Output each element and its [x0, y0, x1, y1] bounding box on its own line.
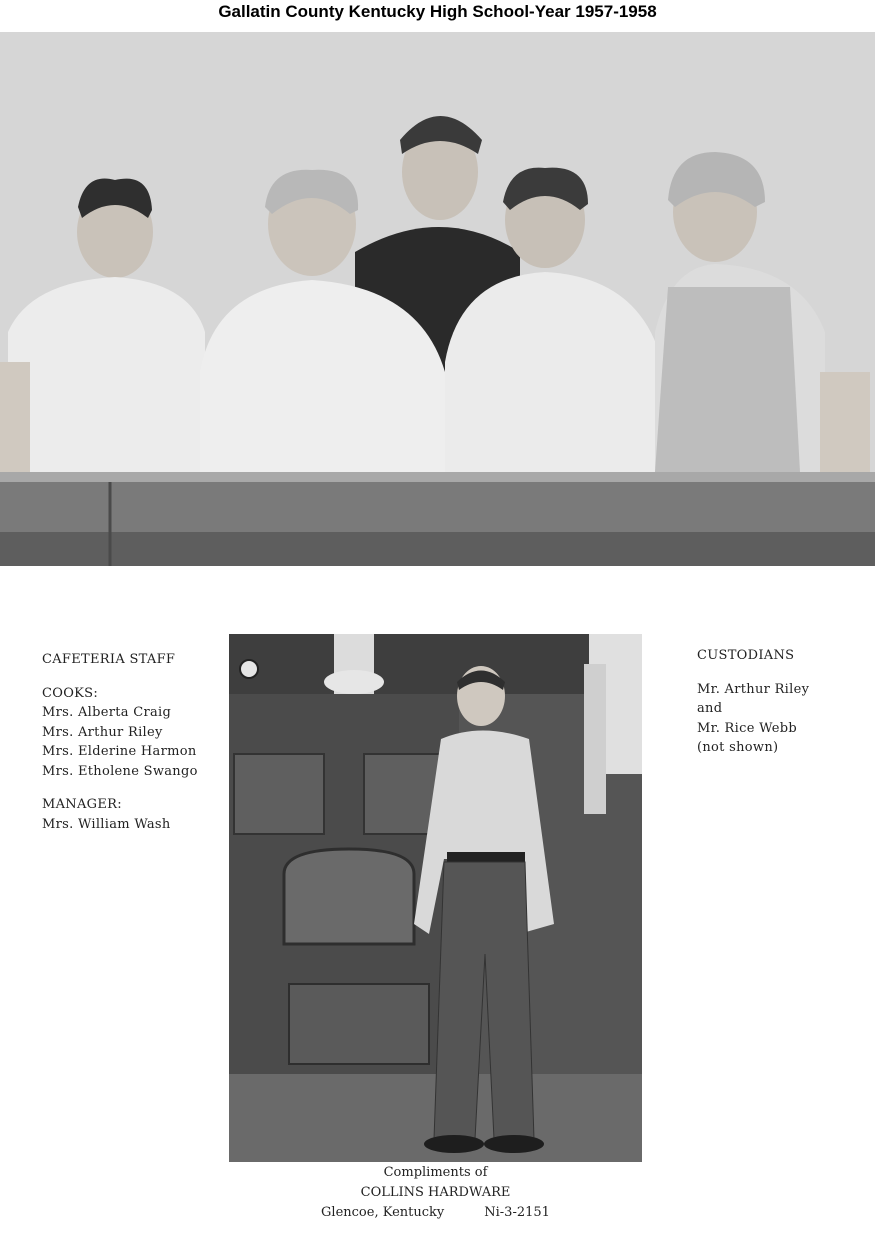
- sponsor-address: [229, 1203, 642, 1223]
- custodians-list: [697, 646, 867, 758]
- custodian-line: (not shown): [697, 740, 779, 755]
- cook-name: Mrs. Arthur Riley: [42, 724, 163, 740]
- custodian-line: and: [697, 701, 723, 716]
- cook-name: Mrs. Alberta Craig: [42, 705, 172, 720]
- manager-label: MANAGER:: [42, 797, 122, 812]
- sponsor-name: COLLINS HARDWARE: [360, 1185, 511, 1200]
- cafeteria-staff-list: [42, 650, 222, 834]
- cook-name: Mrs. Elderine Harmon: [42, 744, 197, 759]
- custodian-photo: [229, 634, 642, 1162]
- page-header: [0, 0, 875, 28]
- custodian-photo-illustration: [229, 634, 642, 1162]
- cook-name: Mrs. Etholene Swango: [42, 763, 198, 779]
- cafeteria-staff-photo: [0, 32, 875, 566]
- compliments-text: Compliments of: [383, 1165, 488, 1180]
- sponsor-footer: [229, 1163, 642, 1223]
- cafeteria-staff-photo-illustration: [0, 32, 875, 566]
- custodian-line: Mr. Rice Webb: [697, 720, 797, 736]
- page-title: Gallatin County Kentucky High School-Year 1957-1958: [218, 2, 657, 21]
- cafeteria-heading: CAFETERIA STAFF: [42, 652, 176, 667]
- custodians-heading: CUSTODIANS: [697, 648, 795, 663]
- manager-name: Mrs. William Wash: [42, 816, 171, 832]
- cooks-label: COOKS:: [42, 685, 99, 701]
- sponsor-phone: Ni-3-2151: [484, 1205, 550, 1220]
- custodian-line: Mr. Arthur Riley: [697, 681, 810, 697]
- sponsor-location: Glencoe, Kentucky: [321, 1205, 445, 1220]
